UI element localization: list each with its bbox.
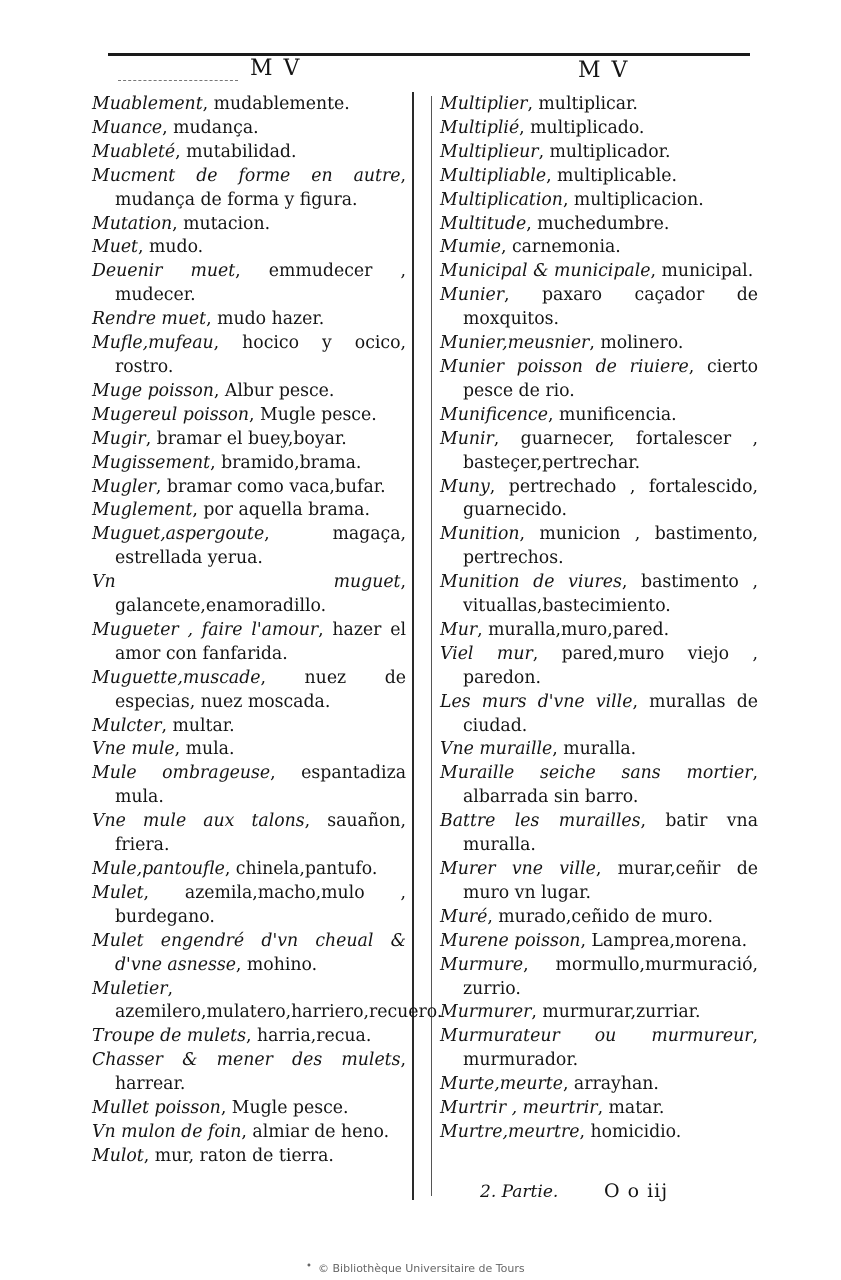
entry-definition: , mudablemente. [202,94,350,114]
entry-definition: , Mugle pesce. [249,404,377,425]
entry-definition: , cierto pesce de rio. [463,356,758,401]
entry-definition: , multar. [161,715,235,736]
entry-headword: Mutation [92,213,173,234]
entry-headword: Mulet engendré d'vn cheual & d'vne asnesse [92,930,406,975]
entry-definition: , nuez de especias, nuez moscada. [115,667,406,712]
dictionary-entry [92,930,406,978]
entry-headword: Muglement [92,500,193,521]
entry-headword: Murmurateur ou murmureur [440,1026,753,1047]
entry-definition: , harria,recua. [245,1026,372,1047]
entry-headword: Multiplieur [440,141,539,162]
entry-definition: , por aquella brama. [192,500,370,521]
entry-definition: , azemilero,mulatero,harriero,recuero. [115,978,443,1023]
dictionary-entry [92,715,406,739]
signature-mark: 2. Partie. [480,1182,559,1202]
dictionary-entry [440,428,758,476]
entry-definition: , mula. [174,739,235,760]
entry-definition: , murallas de ciudad. [463,691,758,736]
entry-headword: Muré [440,906,488,927]
dictionary-entry [440,571,758,619]
dictionary-entry [440,356,758,404]
dictionary-entry [92,117,406,141]
dictionary-entry [440,1121,758,1145]
dictionary-entry [92,165,406,213]
entry-headword: Multiplié [440,117,520,138]
entry-headword: Murtrir , meurtrir [440,1098,598,1119]
dictionary-entry [440,523,758,571]
entry-definition: , magaça, estrellada yerua. [115,524,406,569]
running-head-right: M V [578,58,630,83]
entry-headword: Multiplier [440,94,528,114]
dictionary-entry [440,404,758,428]
dictionary-entry [92,762,406,810]
entry-definition: , muchedumbre. [526,213,670,234]
entry-definition: , bramar el buey,boyar. [145,428,347,449]
entry-headword: Muge poisson [92,380,214,401]
dictionary-entry [440,476,758,524]
entry-definition: , harrear. [115,1050,406,1095]
column-divider-secondary [431,96,432,1196]
entry-headword: Chasser & mener des mulets [92,1050,401,1071]
dictionary-entry [440,1097,758,1121]
entry-headword: Mulet [92,882,144,903]
entry-headword: Deuenir muet [92,261,236,282]
entry-headword: Munificence [440,404,548,425]
copyright-icon: • [306,1261,312,1272]
entry-definition: , mormullo,murmuració, zurrio. [463,954,758,999]
dictionary-entry [92,738,406,762]
header-rule [108,53,750,56]
dictionary-entry [440,141,758,165]
entry-definition: , multiplicado. [519,117,645,138]
entry-definition: , carnemonia. [500,237,621,258]
entry-definition: , matar. [597,1098,665,1119]
entry-headword: Munition de viures [440,572,622,593]
entry-definition: , murmurador. [463,1026,758,1071]
header-dashed-rule [118,80,238,82]
entry-headword: Muguet,aspergoute [92,524,265,545]
entry-definition: , mutabilidad. [175,141,297,162]
entry-headword: Battre les murailles [440,811,641,832]
entry-headword: Muletier [92,978,168,999]
dictionary-entry [440,930,758,954]
library-credit: © Bibliothèque Universitaire de Tours [318,1262,525,1275]
dictionary-entry [92,428,406,452]
entry-headword: Murmure [440,954,524,975]
dictionary-entry [92,1121,406,1145]
dictionary-entry [440,691,758,739]
entry-definition: , espantadiza mula. [115,763,406,808]
entry-headword: Viel mur [440,643,533,664]
dictionary-entry [92,452,406,476]
entry-definition: , murar,ceñir de muro vn lugar. [463,859,758,903]
dictionary-entry [92,978,443,1026]
entry-headword: Munier,meusnier [440,333,590,354]
entry-definition: , pared,muro viejo , paredon. [463,643,758,688]
entry-headword: Murene poisson [440,930,581,951]
dictionary-entry [440,260,758,284]
entry-definition: , mudo. [138,237,204,258]
entry-definition: , munificencia. [547,404,677,425]
entry-headword: Mufle,mufeau [92,333,214,354]
entry-definition: , municion , bastimento, pertrechos. [463,524,758,569]
entry-headword: Les murs d'vne ville [440,691,633,712]
entry-definition: , bramido,brama. [210,452,362,473]
entry-headword: Mumie [440,237,501,258]
entry-headword: Vne mule aux talons [92,811,305,832]
left-column [92,93,443,1169]
entry-definition: , pertrechado , fortalescido, guarnecido. [463,476,758,521]
entry-definition: , sauañon, friera. [115,811,406,856]
dictionary-entry [440,1001,758,1025]
entry-headword: Vn mulon de foin [92,1121,242,1142]
entry-definition: , multiplicar. [527,94,638,114]
dictionary-entry [440,954,758,1002]
entry-definition: , almiar de heno. [241,1121,390,1142]
dictionary-entry [440,236,758,260]
entry-headword: Mugler [92,476,156,497]
entry-headword: Muny [440,476,490,497]
entry-headword: Murer vne ville [440,859,596,879]
entry-headword: Mugissement [92,452,211,473]
entry-definition: , galancete,enamoradillo. [115,572,406,617]
dictionary-entry [440,213,758,237]
dictionary-entry [92,1097,406,1121]
entry-headword: Munition [440,524,520,545]
dictionary-entry [440,810,758,858]
dictionary-entry [92,308,406,332]
dictionary-entry [92,1145,406,1169]
entry-headword: Vn muguet [92,572,401,593]
entry-headword: Multiplication [440,189,563,210]
dictionary-entry [440,619,758,643]
entry-headword: Muablement [92,94,203,114]
dictionary-entry [440,858,758,906]
entry-headword: Mule,pantoufle [92,859,225,879]
entry-definition: , municipal. [650,261,754,282]
dictionary-entry [440,165,758,189]
entry-definition: , homicidio. [579,1121,682,1142]
entry-headword: Mule ombrageuse [92,763,271,784]
dictionary-entry [92,882,406,930]
entry-definition: , multiplicador. [538,141,671,162]
dictionary-entry [440,906,758,930]
dictionary-entry [92,858,406,882]
entry-headword: Munier poisson de riuiere [440,356,689,377]
entry-headword: Munier [440,285,504,306]
entry-definition: , murado,ceñido de muro. [487,906,714,927]
entry-headword: Muableté [92,141,176,162]
entry-headword: Murtre,meurtre [440,1121,580,1142]
entry-headword: Vne muraille [440,739,553,760]
folio-mark: O o iij [604,1180,669,1202]
entry-headword: Mulot [92,1145,144,1166]
dictionary-entry [92,213,406,237]
entry-definition: , hocico y ocico, rostro. [115,333,406,377]
dictionary-entry [440,117,758,141]
entry-headword: Multipliable [440,165,547,186]
entry-definition: , mohino. [235,954,318,975]
dictionary-entry [92,571,406,619]
entry-definition: , Lamprea,morena. [580,930,748,951]
dictionary-entry [92,93,406,117]
dictionary-entry [92,1025,406,1049]
entry-headword: Municipal & municipale [440,261,651,282]
dictionary-entry [92,667,406,715]
dictionary-entry [440,189,758,213]
entry-headword: Mulcter [92,715,162,736]
entry-headword: Multitude [440,213,527,234]
entry-definition: , Albur pesce. [213,380,335,401]
dictionary-entry [92,523,406,571]
entry-definition: , batir vna muralla. [463,811,758,856]
entry-headword: Vne mule [92,739,175,760]
entry-headword: Murte,meurte [440,1074,563,1095]
dictionary-entry [92,810,406,858]
entry-headword: Mugir [92,428,146,449]
entry-definition: , paxaro caçador de moxquitos. [463,285,758,330]
dictionary-entry [92,141,406,165]
dictionary-entry [440,1025,758,1073]
entry-definition: , mudo hazer. [206,309,325,330]
entry-definition: , mudança. [162,117,259,138]
entry-definition: , mur, raton de tierra. [143,1145,334,1166]
entry-headword: Mullet poisson [92,1098,221,1119]
entry-headword: Muraille seiche sans mortier [440,763,753,784]
entry-headword: Muet [92,237,138,258]
entry-definition: , molinero. [589,333,684,354]
entry-headword: Muance [92,117,163,138]
entry-headword: Mur [440,619,478,640]
entry-definition: , mutacion. [172,213,271,234]
column-divider [412,92,414,1200]
entry-headword: Mugueter , faire l'amour [92,619,319,640]
running-head-left: M V [250,56,302,81]
entry-definition: , albarrada sin barro. [463,763,758,808]
dictionary-entry [92,499,406,523]
entry-headword: Rendre muet [92,309,207,330]
entry-definition: , multiplicable. [546,165,677,186]
entry-definition: , guarnecer, fortalescer , basteçer,pertrechar. [463,428,758,473]
entry-headword: Troupe de mulets [92,1026,246,1047]
entry-definition: , emmudecer , mudecer. [115,261,406,306]
dictionary-entry [440,332,758,356]
entry-definition: , multiplicacion. [562,189,704,210]
entry-definition: , bastimento , vituallas,bastecimiento. [463,572,758,617]
entry-definition: , arrayhan. [562,1074,659,1095]
entry-headword: Munir [440,428,494,449]
entry-definition: , murmurar,zurriar. [531,1002,701,1023]
dictionary-entry [440,762,758,810]
entry-definition: , bramar como vaca,bufar. [155,476,386,497]
dictionary-entry [440,93,758,117]
dictionary-entry [440,643,758,691]
dictionary-entry [440,738,758,762]
entry-definition: , hazer el amor con fanfarida. [115,619,406,664]
dictionary-entry [92,260,406,308]
dictionary-entry [92,1049,406,1097]
dictionary-entry [440,1073,758,1097]
dictionary-entry [92,380,406,404]
entry-headword: Mucment de forme en autre [92,165,401,186]
entry-definition: , muralla. [552,739,637,760]
entry-definition: , azemila,macho,mulo , burdegano. [115,882,406,927]
entry-definition: , mudança de forma y figura. [115,165,406,210]
entry-definition: , muralla,muro,pared. [477,619,670,640]
dictionary-entry [92,332,406,380]
dictionary-entry [440,284,758,332]
entry-definition: , Mugle pesce. [220,1098,349,1119]
entry-headword: Muguette,muscade [92,667,261,688]
entry-definition: , chinela,pantufo. [224,859,378,879]
dictionary-entry [92,404,406,428]
dictionary-entry [92,236,406,260]
dictionary-entry [92,619,406,667]
entry-headword: Mugereul poisson [92,404,250,425]
right-column [440,93,758,1145]
entry-headword: Murmurer [440,1002,532,1023]
dictionary-entry [92,476,406,500]
